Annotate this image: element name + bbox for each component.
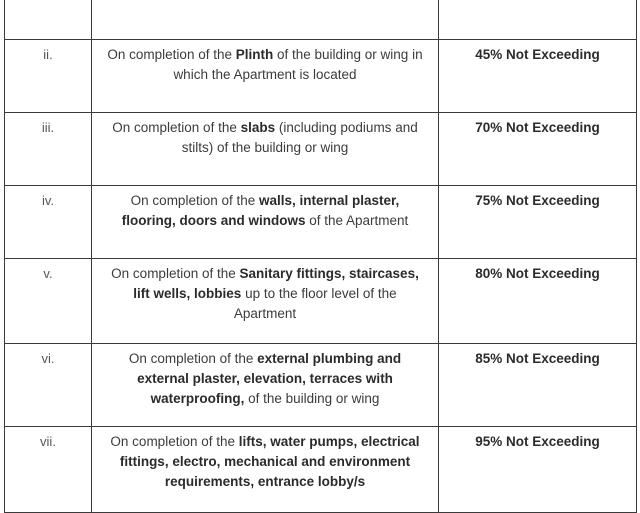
row-percentage: 80% Not Exceeding: [439, 259, 637, 344]
desc-text-bold: Sanitary fittings, staircases, lift wells, lobbies: [133, 266, 419, 301]
desc-text: of the building or wing in which the Apartment is located: [173, 47, 423, 82]
row-description: [92, 259, 439, 344]
desc-text: of the Apartment: [305, 213, 409, 228]
desc-text: On completion of the: [128, 351, 258, 366]
row-number: vii.: [5, 427, 92, 513]
empty-cell: [92, 0, 439, 40]
table-row: [5, 186, 637, 259]
row-percentage: 75% Not Exceeding: [439, 186, 637, 259]
desc-text: On completion of the: [130, 193, 259, 208]
row-number: v.: [5, 259, 92, 344]
empty-cell: [439, 0, 637, 40]
row-number: iv.: [5, 186, 92, 259]
table-row: [5, 40, 637, 113]
desc-text-bold: external plumbing and external plaster, elevation, terraces with waterproofing,: [137, 351, 402, 406]
table-row: [5, 259, 637, 344]
desc-text: On completion of the: [110, 434, 239, 449]
desc-text: of the building or wing: [244, 391, 380, 406]
desc-text-bold: walls, internal plaster, flooring, doors and windows: [121, 193, 400, 228]
row-number: iii.: [5, 113, 92, 186]
row-description: [92, 427, 439, 513]
empty-cell: [5, 0, 92, 40]
row-description: [92, 113, 439, 186]
desc-text: On completion of the: [111, 266, 240, 281]
table-row: [5, 113, 637, 186]
desc-text-bold: slabs: [240, 120, 276, 135]
desc-text-bold: lifts, water pumps, electrical fittings, electro, mechanical and environment requirements, entrance lobby/s: [119, 434, 420, 489]
payment-schedule-table: [4, 0, 637, 513]
row-percentage: 70% Not Exceeding: [439, 113, 637, 186]
row-description: [92, 40, 439, 113]
row-percentage: 95% Not Exceeding: [439, 427, 637, 513]
row-description: [92, 344, 439, 427]
row-percentage: 45% Not Exceeding: [439, 40, 637, 113]
desc-text: On completion of the: [112, 120, 241, 135]
desc-text-bold: Plinth: [235, 47, 274, 62]
row-number: vi.: [5, 344, 92, 427]
row-percentage: 85% Not Exceeding: [439, 344, 637, 427]
table-row: [5, 344, 637, 427]
table-row: [5, 427, 637, 513]
table-row-previous: [5, 0, 637, 40]
desc-text: On completion of the: [107, 47, 236, 62]
row-number: ii.: [5, 40, 92, 113]
desc-text: up to the floor level of the Apartment: [233, 286, 397, 321]
row-description: [92, 186, 439, 259]
desc-text: (including podiums and stilts) of the building or wing: [181, 120, 418, 155]
